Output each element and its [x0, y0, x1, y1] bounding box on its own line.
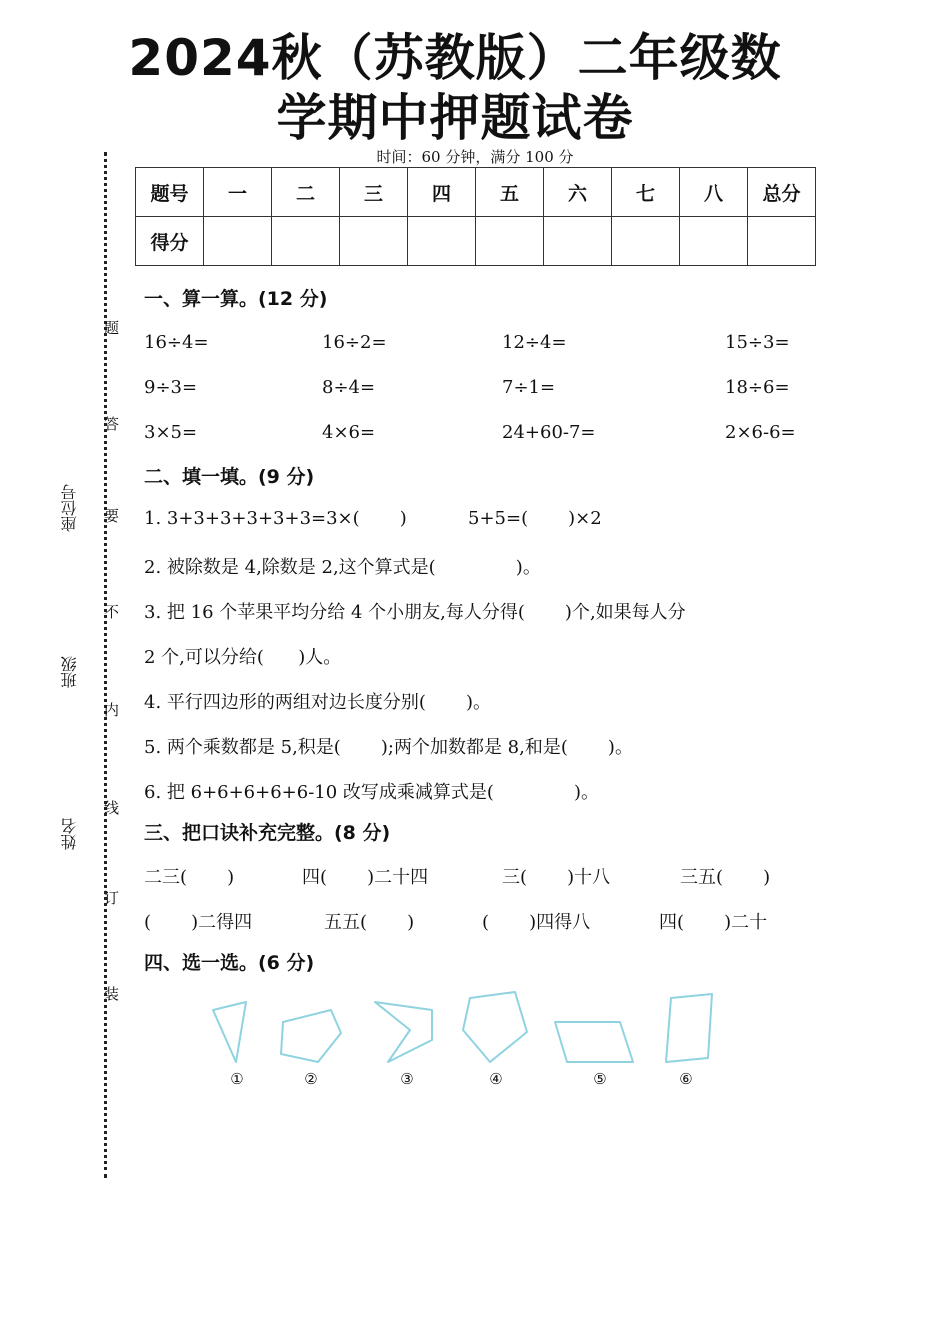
class-label: 班级 [60, 656, 79, 688]
shape-label: ② [304, 1070, 318, 1088]
fill-question-1a: 1. 3+3+3+3+3+3=3×( ) [144, 508, 407, 529]
score-input-cell[interactable] [476, 217, 544, 266]
section3-heading: 三、把口诀补充完整。(8 分) [144, 822, 391, 844]
rhyme-item: 五五( ) [324, 912, 415, 933]
binding-char: 线 [102, 800, 120, 815]
binding-char: 装 [102, 986, 120, 1001]
score-input-cell[interactable] [612, 217, 680, 266]
calc-item: 12÷4= [502, 332, 567, 353]
fill-question-4: 4. 平行四边形的两组对边长度分别( )。 [144, 692, 491, 713]
score-header-cell: 六 [544, 168, 612, 217]
fill-question-2: 2. 被除数是 4,除数是 2,这个算式是( )。 [144, 557, 541, 578]
exam-subtitle: 时间：60 分钟，满分 100 分 [376, 148, 574, 166]
score-table-header-row [136, 168, 816, 217]
calc-item: 9÷3= [144, 377, 198, 398]
score-header-cell: 七 [612, 168, 680, 217]
calc-item: 24+60-7= [502, 422, 596, 443]
seat-number-label: 座位号 [60, 484, 79, 532]
shape-5-parallelogram [555, 1022, 633, 1062]
fill-question-1b: 5+5=( )×2 [468, 508, 602, 529]
fill-question-3-cont: 2 个,可以分给( )人。 [144, 647, 342, 668]
rhyme-item: 四( )二十四 [302, 867, 429, 888]
rhyme-item: ( )二得四 [144, 912, 253, 933]
binding-char: 不 [102, 604, 120, 619]
score-input-cell[interactable] [680, 217, 748, 266]
shapes-figure [0, 980, 950, 1070]
shape-3-concave [375, 1002, 432, 1062]
score-input-cell[interactable] [204, 217, 272, 266]
shape-label: ④ [489, 1070, 503, 1088]
score-header-cell: 八 [680, 168, 748, 217]
fill-question-5: 5. 两个乘数都是 5,积是( );两个加数都是 8,和是( )。 [144, 737, 633, 758]
fill-question-6: 6. 把 6+6+6+6+6-10 改写成乘减算式是( )。 [144, 782, 600, 803]
score-header-cell: 三 [340, 168, 408, 217]
shape-label: ⑤ [593, 1070, 607, 1088]
score-header-cell: 五 [476, 168, 544, 217]
calc-item: 15÷3= [725, 332, 790, 353]
binding-char: 答 [102, 416, 120, 431]
score-header-cell: 总分 [748, 168, 816, 217]
section1-heading: 一、算一算。(12 分) [144, 288, 328, 310]
fill-question-3: 3. 把 16 个苹果平均分给 4 个小朋友,每人分得( )个,如果每人分 [144, 602, 686, 623]
calc-item: 4×6= [322, 422, 376, 443]
name-label: 姓名 [60, 818, 79, 850]
rhyme-item: ( )四得八 [482, 912, 591, 933]
score-header-cell: 四 [408, 168, 476, 217]
rhyme-item: 二三( ) [144, 867, 235, 888]
rhyme-item: 三五( ) [680, 867, 771, 888]
calc-item: 7÷1= [502, 377, 556, 398]
rhyme-item: 四( )二十 [659, 912, 768, 933]
score-header-cell: 一 [204, 168, 272, 217]
shape-1-triangle [213, 1002, 246, 1062]
shape-6-quadrilateral [666, 994, 712, 1062]
binding-char: 题 [102, 320, 120, 335]
shape-label: ⑥ [679, 1070, 693, 1088]
score-header-cell: 二 [272, 168, 340, 217]
binding-char: 内 [102, 702, 120, 717]
score-header-cell: 题号 [136, 168, 204, 217]
calc-item: 16÷4= [144, 332, 209, 353]
exam-title-line1: 2024秋（苏教版）二年级数 [128, 29, 782, 87]
rhyme-item: 三( )十八 [502, 867, 611, 888]
binding-char: 要 [102, 508, 120, 523]
calc-item: 18÷6= [725, 377, 790, 398]
score-table [135, 167, 816, 266]
exam-title-line2: 学期中押题试卷 [276, 89, 634, 147]
score-table-score-row [136, 217, 816, 266]
calc-item: 2×6-6= [725, 422, 796, 443]
section2-heading: 二、填一填。(9 分) [144, 466, 315, 488]
score-row-label: 得分 [136, 217, 204, 266]
calc-item: 16÷2= [322, 332, 387, 353]
score-input-cell[interactable] [408, 217, 476, 266]
score-input-cell[interactable] [340, 217, 408, 266]
binding-char: 订 [102, 890, 120, 905]
score-input-cell[interactable] [544, 217, 612, 266]
score-input-cell[interactable] [272, 217, 340, 266]
shape-4-pentagon [463, 992, 527, 1062]
shape-label: ① [230, 1070, 244, 1088]
shape-label: ③ [400, 1070, 414, 1088]
section4-heading: 四、选一选。(6 分) [144, 952, 315, 974]
calc-item: 8÷4= [322, 377, 376, 398]
shape-2-pentagon [281, 1010, 341, 1062]
calc-item: 3×5= [144, 422, 198, 443]
score-input-cell[interactable] [748, 217, 816, 266]
